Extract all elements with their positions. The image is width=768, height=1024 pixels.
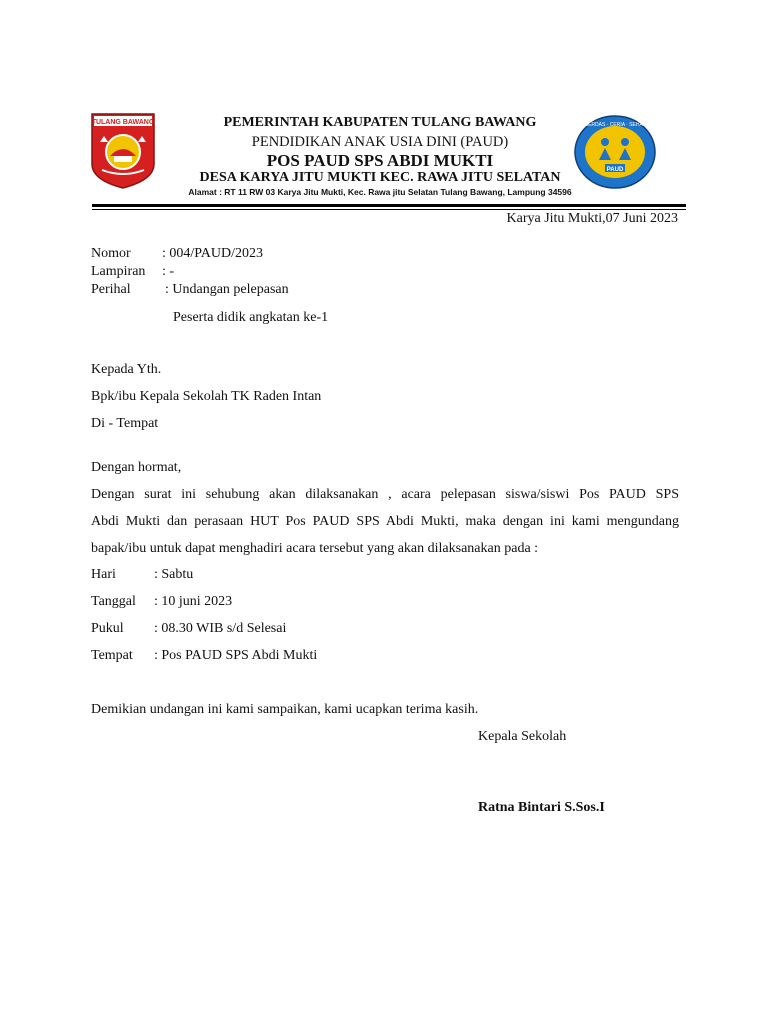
letterhead-government: PEMERINTAH KABUPATEN TULANG BAWANG [223,115,537,130]
detail-label-hari: Hari [91,567,116,582]
place-date: Karya Jitu Mukti,07 Juni 2023 [506,211,678,226]
perihal-value: : Undangan pelepasan [165,282,289,297]
tulang-bawang-logo [88,112,158,190]
detail-label-pukul: Pukul [91,621,124,636]
detail-label-tempat: Tempat [91,648,133,663]
letterhead-divider-thin [92,209,686,210]
letterhead-address: Alamat : RT 11 RW 03 Karya Jitu Mukti, Kec. Rawa jitu Selatan Tulang Bawang, Lampung 34596 [188,187,572,197]
perihal-label: Perihal [91,282,131,297]
nomor-label: Nomor [91,246,131,261]
perihal-value-cont: Peserta didik angkatan ke-1 [173,310,329,325]
logo-ring-text: CERDAS · CERIA · SEHAT [584,122,646,128]
recipient-location: Di - Tempat [91,416,159,431]
recipient-salutation: Kepada Yth. [91,362,162,377]
letterhead-divider-thick [92,204,686,207]
logo-label: TULANG BAWANG [91,119,155,126]
recipient-name: Bpk/ibu Kepala Sekolah TK Raden Intan [91,389,322,404]
signature-name: Ratna Bintari S.Sos.I [478,800,605,815]
signature-title: Kepala Sekolah [478,729,567,744]
detail-label-tanggal: Tanggal [91,594,136,609]
lampiran-value: : - [162,264,175,279]
detail-value-tempat: : Pos PAUD SPS Abdi Mukti [154,648,318,663]
lampiran-label: Lampiran [91,264,146,279]
body-line-2: Abdi Mukti dan perasaan HUT Pos PAUD SPS Abdi Mukti, maka dengan ini kami mengundang [91,514,679,529]
detail-value-tanggal: : 10 juni 2023 [154,594,233,609]
body-line-3: bapak/ibu untuk dapat menghadiri acara tersebut yang akan dilaksanakan pada : [91,541,539,556]
body-line-1: Dengan surat ini sehubung akan dilaksanakan , acara pelepasan siswa/siswi Pos PAUD SPS [91,487,679,502]
letterhead-agency: PENDIDIKAN ANAK USIA DINI (PAUD) [251,134,509,150]
letterhead-institution: POS PAUD SPS ABDI MUKTI [266,151,494,170]
detail-value-pukul: : 08.30 WIB s/d Selesai [154,621,287,636]
logo-label: PAUD [606,167,624,173]
detail-value-hari: : Sabtu [154,567,194,582]
nomor-value: : 004/PAUD/2023 [162,246,264,261]
letterhead-village: DESA KARYA JITU MUKTI KEC. RAWA JITU SELATAN [199,170,561,185]
greeting: Dengan hormat, [91,460,182,475]
closing-text: Demikian undangan ini kami sampaikan, kami ucapkan terima kasih. [91,702,479,717]
